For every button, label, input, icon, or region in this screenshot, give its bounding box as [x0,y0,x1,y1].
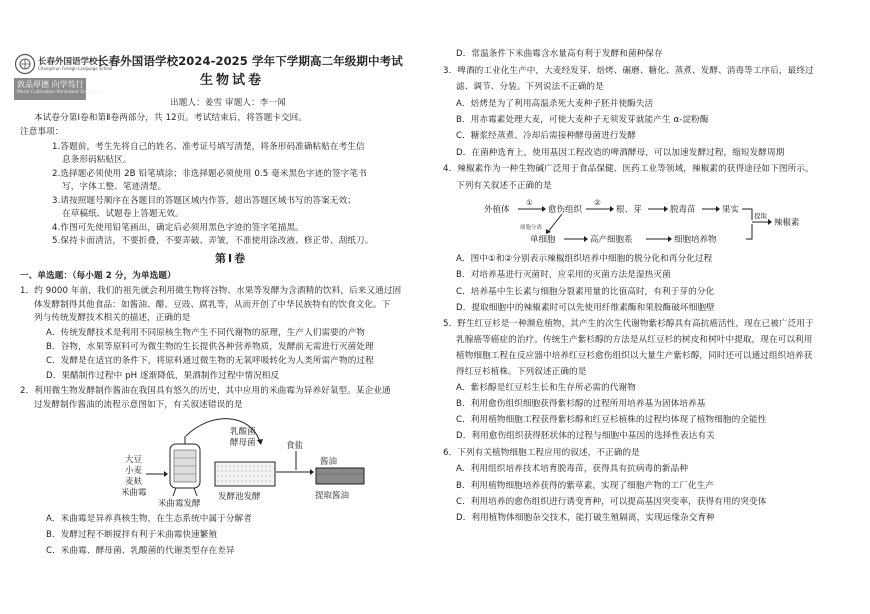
q6-option-d: D．利用植物体细胞杂交技术，能打破生殖隔离，实现远缘杂交育种 [456,513,715,523]
fig2-extract: 提取 [754,212,767,220]
fig2-explant: 外植体 [484,205,510,215]
logo-cn-name: 长春外国语学校 [38,57,98,67]
school-logo [14,52,113,102]
q5-option-d: D．利用愈伤组织获得胚状体的过程与细胞中基因的选择性表达有关 [456,431,715,441]
soy-sauce-flow-diagram [110,414,380,510]
fig1-microbe: 酵母菌 [230,438,256,448]
q4-stem: 下列有关叙述不正确的是 [456,181,552,191]
notes-heading: 注意事项： [20,127,64,137]
q3-option-a: A．焙烤是为了利用高温杀死大麦种子胚并使酶失活 [456,99,654,109]
fig1-microbe: 乳酸菌 [230,427,256,437]
q1-option-c: C．发酵是在适宜的条件下，将原料通过微生物的无氧呼吸转化为人类所需产物的过程 [46,356,374,366]
q3-option-d: D．在菌种选育上，使用基因工程改造的啤酒酵母，可以加速发酵过程，缩短发酵周期 [456,148,785,158]
q5-stem: 得红豆杉植株。下列叙述正确的是 [456,367,587,377]
q2-option-a: A．米曲霉是异养真核生物，在生态系统中属于分解者 [46,514,252,524]
fig2-culture: 细胞培养物 [674,235,717,245]
q3-stem: 滤、调节、分装。下列说法不正确的是 [456,82,604,92]
note-line: 1.答题前，考生先将自己的姓名、准考证号填写清楚，将条形码准确粘贴在考生信 [52,142,365,152]
q6-option-b: B．利用植物细胞培养获得的紫草素，实现了细胞产物的工厂化生产 [456,481,715,491]
note-line: 3.请按照题号顺序在各题目的答题区域内作答，超出答题区域书写的答案无效； [52,196,356,206]
q2-stem: 过发酵制作酱油的流程示意图如下，有关叙述错误的是 [34,400,243,410]
q4-option-d: D．提取细胞中的辣椒素时可以先使用纤维素酶和果胶酶破坏细胞壁 [456,303,715,313]
q3-option-c: C．糖浆经蒸煮、冷却后需接种酵母菌进行发酵 [456,131,636,141]
q5-option-a: A．紫杉醇是红豆杉生长和生存所必需的代谢物 [456,383,636,393]
note-line: 息条形码粘贴区。 [62,155,132,165]
fig2-step2: ② [594,198,601,207]
section-subtitle: 一、单选题：（每小题 2 分，为单选题） [20,271,176,281]
fig2-high-yield: 高产细胞系 [590,235,633,245]
fig2-step1: ① [526,198,533,207]
q1-option-a: A．传统发酵技术是利用不同原核生物产生不同代谢物的原理，生产人们需要的产物 [46,328,365,338]
section-title: 第Ⅰ卷 [215,252,248,265]
logo-motto: 敦品厚德 向学笃行 [17,80,84,89]
fig2-separate: 细胞分离 [520,225,543,231]
fig1-input: 大豆 [125,455,143,465]
q2-option-c: C．米曲霉、酵母菌、乳酸菌的代谢类型存在差异 [46,546,235,556]
q4-option-b: B．对培养基进行灭菌时，应采用的灭菌方法是湿热灭菌 [456,270,671,280]
fig2-single-cell: 单细胞 [530,235,556,245]
q2-option-d: D．常温条件下米曲霉含水量高有利于发酵和菌种保存 [456,49,663,59]
q5-stem: 植物细胞工程在反应器中培养红豆杉愈伤组织以大量生产紫杉醇，同时还可以通过组织培养获 [456,351,813,361]
note-line: 4.作图可先使用铅笔画出，确定后必须用黑色字迹的签字笔描黑。 [52,223,304,233]
q5-stem: 乳腺癌等癌症的治疗。传统生产紫杉醇的方法是从红豆杉的树皮和树叶中提取，现在可以利用 [456,335,813,345]
soy-sauce-tank-icon [316,468,364,484]
fig1-input: 米曲霉 [121,488,147,498]
q1-stem: 体发酵制得其他食品：如酱油、醋、豆豉、腐乳等，从而开创了中华民族特有的饮食文化。下 [34,300,391,310]
subject-title: 生物试卷 [200,73,265,88]
q6-option-a: A．利用组织培养技术培育脱毒苗，获得具有抗病毒的新品种 [456,464,689,474]
fig1-ferment2: 发酵池发酵 [218,492,261,502]
logo-motto-en: Moral Cultivation Persistent Endeavor [17,90,102,95]
emblem-icon [14,53,36,75]
capsaicin-pathway-diagram [480,196,810,252]
fig1-extract: 提取酱油 [315,491,350,501]
q3-option-b: B．用赤霉素处理大麦，可使大麦种子无须发芽就能产生 α-淀粉酶 [456,115,709,125]
fig1-input: 小麦 [125,466,143,476]
fig1-input: 麦麸 [125,477,143,487]
note-line: 在草稿纸、试题卷上答题无效。 [62,209,184,219]
q4-stem: 4．辣椒素作为一种生物碱广泛用于食品保健、医药工业等领域，辣椒素的获得途径如下图所示。 [443,164,814,174]
fig1-arrowhead [164,471,168,477]
fig1-ferment1: 米曲霉发酵 [158,499,201,509]
q6-option-c: C．利用培养的愈伤组织进行诱变育种，可以提高基因突变率，获得有用的突变体 [456,497,767,507]
note-line: 5.保持卡面清洁，不要折叠，不要弄破、弄皱，不准使用涂改液、修正带、刮纸刀。 [52,236,374,246]
q2-option-b: B．发酵过程不断搅拌有利于米曲霉快速繁殖 [46,530,218,540]
q5-option-b: B．利用愈伤组织细胞获得紫杉醇的过程所用培养基为固体培养基 [456,399,706,409]
fermentation-tank-icon [170,436,200,496]
fig2-root-bud: 根、芽 [616,205,642,215]
q1-option-b: B．谷物，水果等原料可为微生物的生长提供各种营养物质，发酵前无需进行灭菌处理 [46,342,374,352]
q2-stem: 2．利用微生物发酵制作酱油在我国具有悠久的历史，其中应用的米曲霉为异养好氧型。某企业通 [20,386,391,396]
authors: 出题人：姜雪 审题人：李一闻 [170,98,286,108]
q1-stem: 1．约 9000 年前，我们的祖先就会利用微生物将谷物、水果等发酵为含酒精的饮料，后来又通过固 [20,286,402,296]
exam-title: 长春外国语学校2024-2025 学年下学期高二年级期中考试 [97,54,403,68]
q1-stem: 列与传统发酵技术相关的描述，正确的是 [34,313,191,323]
note-line: 2.选择题必须使用 2B 铅笔填涂；非选择题必须使用 0.5 毫米黑色字迹的签字笔书 [52,169,367,179]
intro: 本试卷分第Ⅰ卷和第Ⅱ卷两部分，共 12页。考试结束后，将答题卡交回。 [34,113,308,123]
fig2-callus: 愈伤组织 [548,205,583,215]
q3-stem: 3．啤酒的工业化生产中，大麦经发芽、焙烤、碾磨、糖化、蒸煮、发酵、消毒等工序后，最终过 [443,66,814,76]
fig2-seedling: 脱毒苗 [670,205,696,215]
fig1-product: 酱油 [320,457,338,467]
q5-option-c: C．利用植物细胞工程获得紫杉醇和红豆杉植株的过程均体现了植物细胞的全能性 [456,415,767,425]
logo-en-name: Changchun Foreign Language School [38,66,113,71]
q5-stem: 5．野生红豆杉是一种濒危植物，其产生的次生代谢物紫杉醇具有高抗癌活性，现在已被广泛用于 [443,319,814,329]
q4-option-c: C．培养基中生长素与细胞分裂素用量的比值高时，有利于芽的分化 [456,287,715,297]
fig1-salt: 食盐 [286,441,304,451]
logo-seal [14,52,113,76]
q6-stem: 6．下列有关植物细胞工程应用的叙述，不正确的是 [443,448,640,458]
note-line: 写，字体工整、笔迹清楚。 [62,182,167,192]
fermentation-pool-icon [215,462,275,486]
fig2-fruit: 果实 [722,205,740,215]
logo-band [14,78,102,100]
fig2-capsaicin: 辣椒素 [774,218,800,228]
q4-option-a: A．图中①和②分别表示辣椒组织培养中细胞的脱分化和再分化过程 [456,254,713,264]
q1-option-d: D．果醋制作过程中 pH 逐渐降低，果酒制作过程中情况相反 [46,371,280,381]
